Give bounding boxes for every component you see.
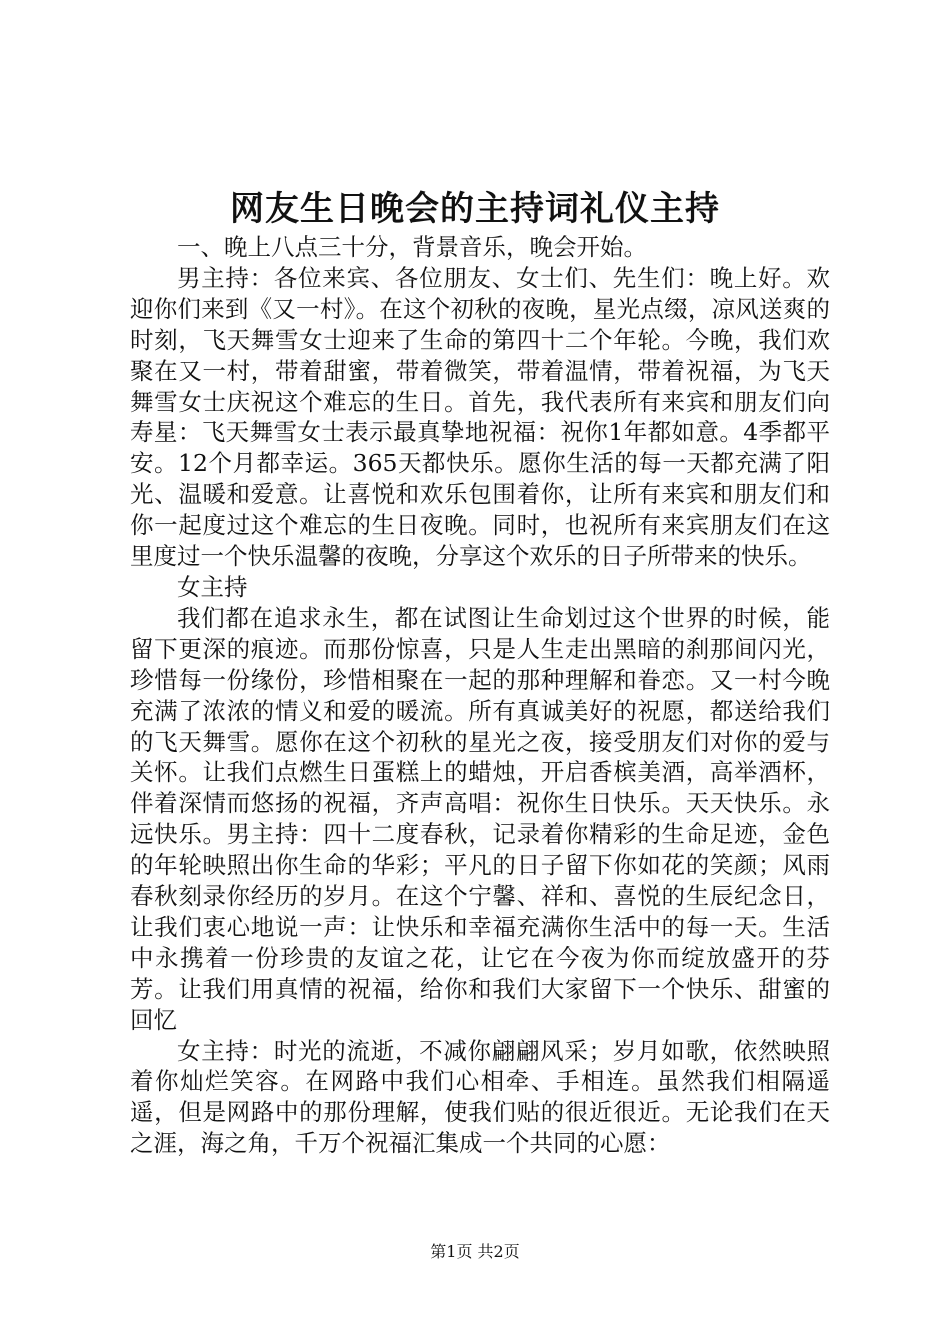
page-footer: 第1页 共2页	[430, 1242, 520, 1261]
document-title: 网友生日晚会的主持词礼仪主持	[230, 189, 720, 229]
paragraph-opening: 一、晚上八点三十分，背景音乐，晚会开始。	[177, 233, 647, 261]
paragraph-female-host-closing: 女主持：时光的流逝，不减你翩翩风采；岁月如歌，依然映照着你灿烂笑容。在网路中我们心相牵、手相连。虽然我们相隔遥遥，但是网路中的那份理解，使我们贴的很近很近。无论我们在天之涯，海之角，千万个祝福汇集成一个共同的心愿：	[130, 1036, 830, 1158]
document-body	[130, 232, 830, 1159]
paragraph-female-host-speech: 我们都在追求永生，都在试图让生命划过这个世界的时候，能留下更深的痕迹。而那份惊喜，只是人生走出黑暗的刹那间闪光，珍惜每一份缘份，珍惜相聚在一起的那种理解和眷恋。又一村今晚充满了浓浓的情义和爱的暖流。所有真诚美好的祝愿，都送给我们的飞天舞雪。愿你在这个初秋的星光之夜，接受朋友们对你的爱与关怀。让我们点燃生日蛋糕上的蜡烛，开启香槟美酒，高举酒杯，伴着深情而悠扬的祝福，齐声高唱：祝你生日快乐。天天快乐。永远快乐。男主持：四十二度春秋，记录着你精彩的生命足迹，金色的年轮映照出你生命的华彩；平凡的日子留下你如花的笑颜；风雨春秋刻录你经历的岁月。在这个宁馨、祥和、喜悦的生辰纪念日，让我们衷心地说一声：让快乐和幸福充满你生活中的每一天。生活中永携着一份珍贵的友谊之花，让它在今夜为你而绽放盛开的芬芳。让我们用真情的祝福，给你和我们大家留下一个快乐、甜蜜的回忆	[130, 603, 830, 1034]
paragraph-male-host-welcome: 男主持：各位来宾、各位朋友、女士们、先生们：晚上好。欢迎你们来到《又一村》。在这个初秋的夜晚，星光点缀，凉风送爽的时刻，飞天舞雪女士迎来了生命的第四十二个年轮。今晚，我们欢聚在又一村，带着甜蜜，带着微笑，带着温情，带着祝福，为飞天舞雪女士庆祝这个难忘的生日。首先，我代表所有来宾和朋友们向寿星：飞天舞雪女士表示最真挚地祝福：祝你1年都如意。4季都平安。12个月都幸运。365天都快乐。愿你生活的每一天都充满了阳光、温暖和爱意。让喜悦和欢乐包围着你，让所有来宾和朋友们和你一起度过这个难忘的生日夜晚。同时，也祝所有来宾朋友们在这里度过一个快乐温馨的夜晚，分享这个欢乐的日子所带来的快乐。	[130, 263, 830, 571]
paragraph-female-host-label: 女主持	[177, 572, 248, 601]
